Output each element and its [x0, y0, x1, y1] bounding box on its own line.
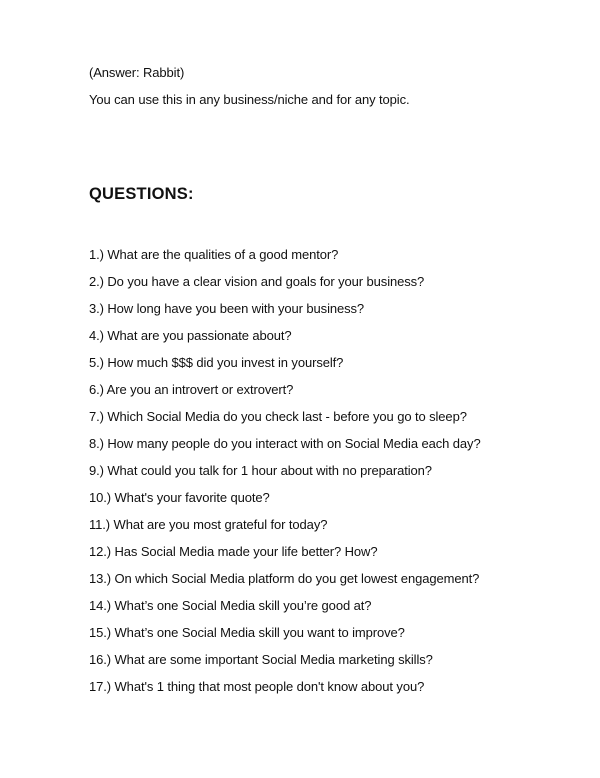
question-item: 12.) Has Social Media made your life better? How? — [89, 544, 378, 559]
question-item: 8.) How many people do you interact with on Social Media each day? — [89, 436, 481, 451]
question-list — [89, 247, 481, 706]
question-item: 4.) What are you passionate about? — [89, 328, 292, 343]
question-item: 1.) What are the qualities of a good mentor? — [89, 247, 339, 262]
question-item: 6.) Are you an introvert or extrovert? — [89, 382, 294, 397]
questions-heading: QUESTIONS: — [89, 185, 194, 203]
question-item: 3.) How long have you been with your business? — [89, 301, 365, 316]
question-item: 2.) Do you have a clear vision and goals for your business? — [89, 274, 425, 289]
question-item: 15.) What’s one Social Media skill you want to improve? — [89, 625, 405, 640]
question-item: 16.) What are some important Social Media marketing skills? — [89, 652, 433, 667]
question-item: 7.) Which Social Media do you check last - before you go to sleep? — [89, 409, 467, 424]
question-item: 13.) On which Social Media platform do you get lowest engagement? — [89, 571, 480, 586]
question-item: 10.) What's your favorite quote? — [89, 490, 270, 505]
answer-text: (Answer: Rabbit) — [89, 65, 185, 80]
question-item: 14.) What’s one Social Media skill you’re good at? — [89, 598, 372, 613]
question-item: 17.) What's 1 thing that most people don't know about you? — [89, 679, 425, 694]
question-item: 5.) How much $$$ did you invest in yourself? — [89, 355, 344, 370]
question-item: 11.) What are you most grateful for today? — [89, 517, 328, 532]
question-item: 9.) What could you talk for 1 hour about with no preparation? — [89, 463, 432, 478]
usage-note: You can use this in any business/niche and for any topic. — [89, 92, 410, 107]
